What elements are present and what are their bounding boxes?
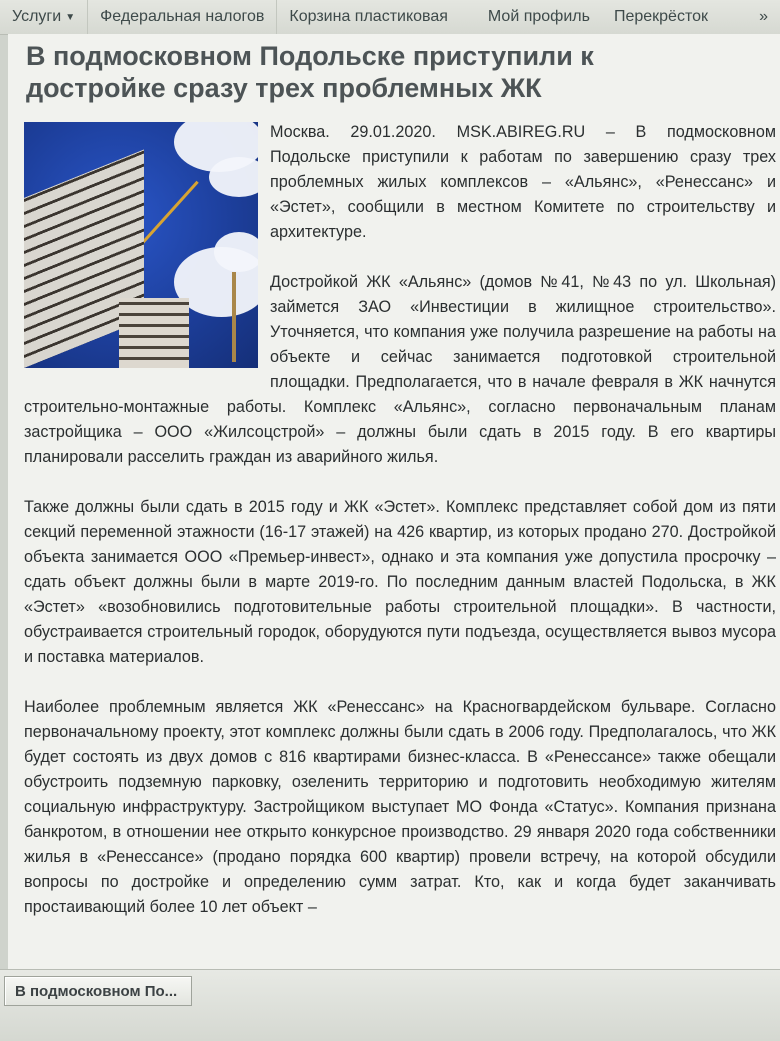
article-body [24,120,776,945]
bookmark-my-profile[interactable] [476,0,602,34]
taskbar-window-label: В подмосковном По... [15,982,178,1000]
article-headline: В подмосковном Подольске приступили к достройке сразу трех проблемных ЖК [26,41,594,103]
bookmark-tax-service[interactable] [88,0,277,34]
bookmark-perekrestok[interactable] [602,0,720,34]
bookmark-plastic-basket[interactable] [277,0,476,34]
bookmarks-overflow-button[interactable]: » [759,8,768,25]
article-photo [24,122,258,368]
article-paragraph: Достройкой ЖК «Альянс» (домов №41, №43 по ул. Школьная) займется ЗАО «Инвестиции в жилищное строительство». Уточняется, что компания уже получила разрешение на работы на объекте и сейчас занимается подготовкой строительной площадки. Предполагается, что в начале февраля в ЖК начнутся строительно-монтажные работы. Комплекс «Альянс», согласно первоначальным планам застройщика – ООО «Жилсоцстрой» – должны были сдать в 2015 году. В его квартиры планировали расселить граждан из аварийного жилья. [24,273,776,466]
bookmark-label: Мой профиль [487,8,590,25]
article-paragraph: Также должны были сдать в 2015 году и ЖК «Эстет». Комплекс представляет собой дом из пяти секций переменной этажности (16-17 этажей) на 426 квартир, из которых продано 270. Достройкой объекта занимается ООО «Премьер-инвест», однако и эта компания уже допустила просрочку – сдать объект должны были в марте 2019-го. По последним данным властей Подольска, в ЖК «Эстет» «возобновились подготовительные работы строительной площадки». В частности, обустраивается строительный городок, оборудуются пути подъезда, осуществляется вывоз мусора и поставка материалов. [24,498,776,666]
chevron-down-icon: ▼ [65,11,76,23]
page-content [8,34,780,969]
bookmark-label: Перекрёсток [613,8,708,25]
bookmark-label: Корзина пластиковая [289,8,448,25]
taskbar [0,969,780,1041]
article-paragraph: Москва. 29.01.2020. MSK.ABIREG.RU – В подмосковном Подольске приступили к работам по завершению сразу трех проблемных жилых комплексов – «Альянс», «Ренессанс» и «Эстет», сообщили в местном Комитете по строительству и архитектуре. [270,123,776,241]
bookmarks-bar [0,0,780,35]
taskbar-window-button[interactable] [4,976,192,1006]
bookmark-label: Услуги [12,8,62,25]
bookmark-label: Федеральная налогов [100,8,265,25]
bookmark-services-menu[interactable] [0,0,88,34]
article-paragraph: Наиболее проблемным является ЖК «Ренессанс» на Красногвардейском бульваре. Согласно первоначальному проекту, этот комплекс должны были сдать в 2006 году. Предполагалось, что ЖК будет состоять из двух домов с 816 квартирами бизнес-класса. В «Ренессансе» также обещали обустроить подземную парковку, озеленить территорию и подготовить необходимую жителям социальную инфраструктуру. Застройщиком выступает МО Фонда «Статус». Компания признана банкротом, в отношении нее открыто конкурсное производство. 29 января 2020 года собственники жилья в «Ренессансе» (продано порядка 600 квартир) провели встречу, на которой обсудили вопросы по достройке и определению сумм затрат. Кто, как и когда будет заканчивать простаивающий более 10 лет объект – [24,698,776,916]
